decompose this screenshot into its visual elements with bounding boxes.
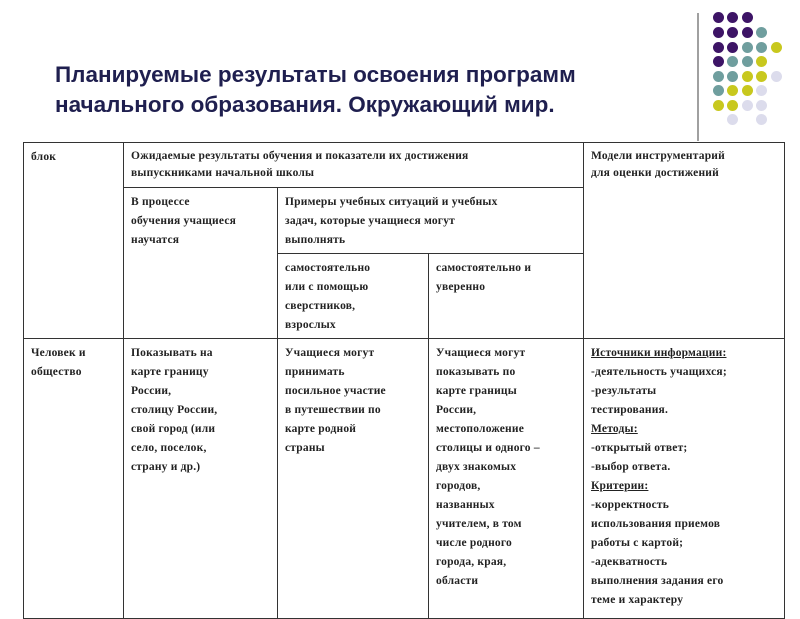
table-header-row (24, 143, 785, 188)
cell-with-help: Учащиеся могут принимать посильное участие в путешествии по карте родной страны (278, 339, 429, 619)
methods-list: -открытый ответ; -выбор ответа. (591, 442, 688, 473)
decorative-dot (727, 114, 738, 125)
methods-heading: Методы: (591, 423, 638, 435)
decorative-dot (742, 42, 753, 53)
decorative-dot (756, 100, 767, 111)
decorative-dot (713, 42, 724, 53)
decorative-dot (756, 27, 767, 38)
decorative-dot (727, 56, 738, 67)
results-table (23, 142, 785, 619)
decorative-dot (727, 12, 738, 23)
slide-title: Планируемые результаты освоения программ начального образования. Окружающий мир. (55, 62, 576, 117)
decorative-dot (713, 12, 724, 23)
table-row (24, 339, 785, 619)
decorative-dot (713, 71, 724, 82)
decorative-dot (742, 85, 753, 96)
decorative-dot (756, 85, 767, 96)
decorative-dot (713, 85, 724, 96)
cell-confident: Учащиеся могут показывать по карте границы России, местоположение столицы и одного – двух знакомых городов, названных учителем, в том числе родного города, края, области (429, 339, 584, 619)
header-examples: Примеры учебных ситуаций и учебных задач, которые учащиеся могут выполнять (278, 188, 584, 254)
cell-block: Человек и общество (24, 339, 124, 619)
decorative-dot (727, 85, 738, 96)
header-assessment-models: Модели инструментарий для оценки достижений (584, 143, 785, 339)
decorative-dot (771, 71, 782, 82)
sources-list: -деятельность учащихся; -результаты тестирования. (591, 366, 727, 416)
header-will-learn: В процессе обучения учащиеся научатся (124, 188, 278, 339)
decorative-dot (771, 42, 782, 53)
decorative-dot (713, 27, 724, 38)
header-expected-results: Ожидаемые результаты обучения и показатели их достижения выпускниками начальной школы (124, 143, 584, 188)
decorative-dot (727, 71, 738, 82)
decorative-dot (713, 100, 724, 111)
decorative-dot (742, 12, 753, 23)
cell-will-learn: Показывать на карте границу России, столицу России, свой город (или село, поселок, страну и др.) (124, 339, 278, 619)
decorative-dot (727, 42, 738, 53)
decorative-dot (756, 114, 767, 125)
criteria-list: -корректность использования приемов работы с картой; -адекватность выполнения задания его теме и характеру (591, 499, 724, 606)
criteria-heading: Критерии: (591, 480, 649, 492)
decorative-dot (727, 27, 738, 38)
decorative-dot (742, 71, 753, 82)
cell-assessment-models (584, 339, 785, 619)
decorative-dot (756, 42, 767, 53)
decorative-dot (713, 56, 724, 67)
decorative-dot (756, 71, 767, 82)
decorative-divider (697, 13, 699, 141)
decorative-dot (742, 27, 753, 38)
decorative-dot (742, 56, 753, 67)
header-block: блок (24, 143, 124, 339)
decorative-dot (742, 100, 753, 111)
header-confident: самостоятельно и уверенно (429, 254, 584, 339)
header-with-help: самостоятельно или с помощью сверстников, взрослых (278, 254, 429, 339)
sources-heading: Источники информации: (591, 347, 727, 359)
decorative-dot (756, 56, 767, 67)
decorative-dot (727, 100, 738, 111)
